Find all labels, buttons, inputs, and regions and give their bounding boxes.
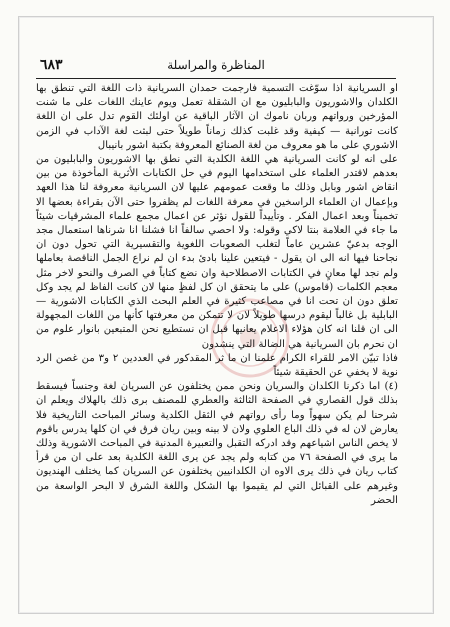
page-number: ٦٨٣ <box>40 57 63 73</box>
paragraph-1: او السريانية اذا سوّغت التسمية فارجمت حمدان السريانية ذات اللغة التي تنطق بها الكلدان والاشوريون والبابليون مع ان الشقلة تعمل ويوم عاينك اللغات على ما شنت المؤرخين ورواتهم وربان ناموك ان الآثار الباقية عن اولئك القوم تدل على ان اللغة كانت تورانية — كيفية وقد غلبت كذلك زماناً طويلاً حتى لبثت لغة الآداب في الزمن الاشوري على ما هو معروف من لغة الصنائع المعروفة بكتبة اشور بانيبال <box>36 83 398 151</box>
page-header <box>36 56 396 79</box>
running-title: المناظرة والمراسلة <box>167 58 265 72</box>
paragraph-4: (٤) اما ذكرنا الكلدان والسريان ونحن ممن يختلفون عن السريان لغة وجنساً فيسقط بذلك قول القصاري في الصفحة الثالثة والعطري للمصنف برى ذلك بالهلاك ويعلم ان شرحنا لم يكن سهواً وما رأى رواتهم في الثقل الكلدية وسائر المباحث التاريخية فلا يعارض لان له في ذلك الباع العلوي ولان لا بينه وبين ريان فرق في ان كلها يدرس باقوم لا يخص الناس اشياعهم وقد ادركه التقبل والتعبيرة المدنية في المباحث الاشورية وذلك ما يرى في الصفحة ٧٦ من كتابه ولم يجد عن يرى اللغة الكلدية بعد على ان من قرأ كتاب ريان في ذلك يرى الاوه ان الكلدانيين يختلفون عن السريان كما يختلف الهنديون وغيرهم على القبائل التي لم يقيموا بها الشكل واللغة الشرق لا البحر الواسعة من الحضر <box>36 381 398 506</box>
paragraph-3: فاذا تبيّن الامر للقراء الكرام علمنا ان ما ثر المقدكور في العددين ٢ و٣ من غصن الرد نوية لا يخفي عن الحقيقة شيئاً <box>36 352 398 379</box>
paragraph-2: على انه لو كانت السريانية هي اللغة الكلدية التي نطق بها الاشوريون والبابليون من بعدهم لاقتدر العلماء على استخدامها اليوم في حل الكتابات الأثرية المأخوذة من بين انقاض اشور وبابل وذلك ما وقعت عمومهم عليها لان السريانية معروفة لنا هذا العهد وبإعمال ان العلماء الراسخين في معرفة اللغات لم يظفروا حتى الآن بقراءة بعضها الا تخميناً وبعد اعمال الفكر . وتأييداً للقول نؤثر عن اعمال مجمع علماء المشرقيات شيئاً ما جاء في العلامة بنتا لاكي وقوله: ولا احصي سالفاً انا فشلنا انا شرناها استعمال مجد الوجه بدعيّ عشرين عاماً لتغلب الصعوبات اللغوية والتقسيرية التي تحول دون ان نجاحنا فيها انه الى ان يقول - فيتعين علينا بادئ بدء ان لم نراع الجمل الناقصة بعاملها ولم نجد لها معانٍ في الكتابات الاصطلاحية وان نضع كتاباً في الصرف والنحو لاخر مثل معجم الكلمات (قاموس) على ما يتحقق ان كل لفظٍ منها لان كانت الفاظ لم يجد وكل تعلق دون ان تحت انا في مصاعب كثيرة في العلم البحث الذي الكتابات الاشورية — البابلية بل غالباً ليقوم درسها طويلاً لان لا تتمكن من معرفتها كأنها من اللغات المجهولة الى ان قلنا انه كان هؤلاء الاعلام يعانيها قبل ان نستطيع نحن المتبعين بانوار علوم من ان نحرم بان السريانية هي الضالة التي ينشدون <box>36 154 398 350</box>
article-body <box>36 82 398 508</box>
